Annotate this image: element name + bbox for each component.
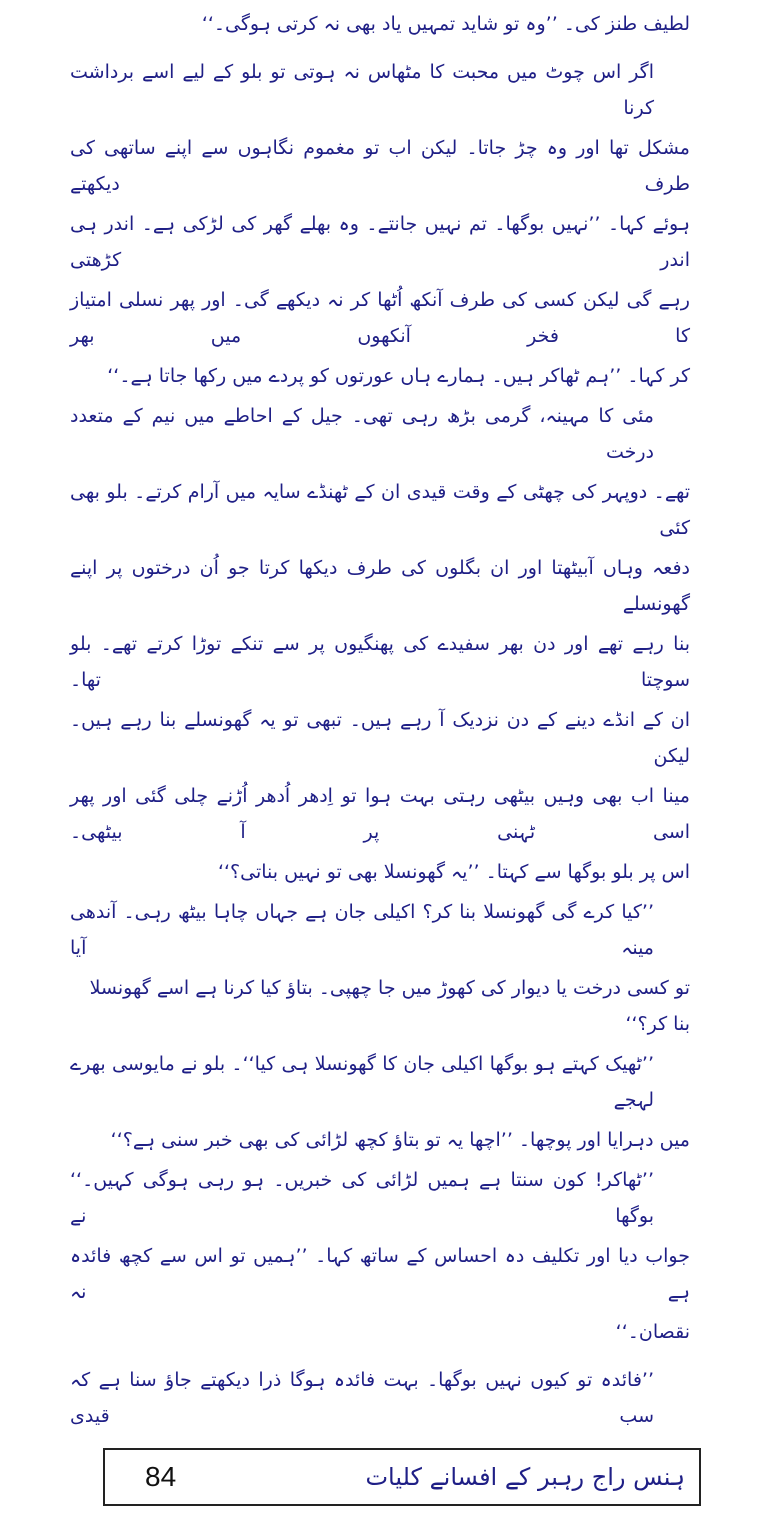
text-line: ان کے انڈے دینے کے دن نزدیک آ رہے ہیں۔ تبھی تو یہ گھونسلے بنا رہے ہیں۔ لیکن xyxy=(70,709,690,767)
text-line: مینا اب بھی وہیں بیٹھی رہتی بہت ہوا تو اِدھر اُدھر اُڑنے چلی گئی اور پھر اسی ٹہنی پر آ بیٹھی۔ xyxy=(70,785,690,843)
text-line: جواب دیا اور تکلیف دہ احساس کے ساتھ کہا۔ ’’ہمیں تو اس سے کچھ فائدہ ہے نہ xyxy=(70,1245,690,1303)
text-line: ہوئے کہا۔ ’’نہیں بوگھا۔ تم نہیں جانتے۔ وہ بھلے گھر کی لڑکی ہے۔ اندر ہی اندر کڑھتی xyxy=(70,213,690,271)
page-number: 84 xyxy=(145,1461,177,1492)
text-line: مشکل تھا اور وہ چڑ جاتا۔ لیکن اب تو مغموم نگاہوں سے اپنے ساتھی کی طرف دیکھتے xyxy=(70,137,690,195)
text-line: اگر اس چوٹ میں محبت کا مٹھاس نہ ہوتی تو بلو کے لیے اسے برداشت کرنا xyxy=(70,61,654,119)
book-title: ہنس راج رہبر کے افسانے کلیات xyxy=(365,1463,685,1491)
text-line: ’’فائدہ تو کیوں نہیں بوگھا۔ بہت فائدہ ہوگا ذرا دیکھتے جاؤ سنا ہے کہ سب قیدی xyxy=(70,1369,654,1427)
text-line: رہے گی لیکن کسی کی طرف آنکھ اُٹھا کر نہ دیکھے گی۔ اور پھر نسلی امتیاز کا فخر آنکھوں میں بھر xyxy=(70,289,690,347)
text-line: کر کہا۔ ’’ہم ٹھاکر ہیں۔ ہمارے ہاں عورتوں کو پردے میں رکھا جاتا ہے۔‘‘ xyxy=(107,365,690,387)
text-line: لطیف طنز کی۔ ’’وہ تو شاید تمہیں یاد بھی نہ کرتی ہوگی۔‘‘ xyxy=(201,13,690,35)
text-line: نقصان۔‘‘ xyxy=(615,1321,690,1343)
text-line: تھے۔ دوپہر کی چھٹی کے وقت قیدی ان کے ٹھنڈے سایہ میں آرام کرتے۔ بلو بھی کئی xyxy=(70,481,690,539)
text-line: بنا رہے تھے اور دن بھر سفیدے کی پھنگیوں پر سے تنکے توڑا کرتے تھے۔ بلو سوچتا تھا۔ xyxy=(70,633,690,691)
text-line: دفعہ وہاں آبیٹھتا اور ان بگلوں کی طرف دیکھا کرتا جو اُن درختوں پر اپنے گھونسلے xyxy=(70,557,690,615)
text-line: مئی کا مہینہ، گرمی بڑھ رہی تھی۔ جیل کے احاطے میں نیم کے متعدد درخت xyxy=(70,405,654,463)
text-line: ’’ٹھاکر! کون سنتا ہے ہمیں لڑائی کی خبریں۔ ہو رہی ہوگی کہیں۔‘‘ بوگھا نے xyxy=(70,1169,654,1227)
text-line: ’’ٹھیک کہتے ہو بوگھا اکیلی جان کا گھونسلا ہی کیا‘‘۔ بلو نے مایوسی بھرے لہجے xyxy=(70,1053,654,1111)
text-line: اس پر بلو بوگھا سے کہتا۔ ’’یہ گھونسلا بھی تو نہیں بناتی؟‘‘ xyxy=(217,861,690,883)
text-line: میں دہرایا اور پوچھا۔ ’’اچھا یہ تو بتاؤ کچھ لڑائی کی بھی خبر سنی ہے؟‘‘ xyxy=(110,1129,690,1151)
text-line: تو کسی درخت یا دیوار کی کھوڑ میں جا چھپی۔ بتاؤ کیا کرنا ہے اسے گھونسلا بنا کر؟‘‘ xyxy=(89,977,690,1035)
page-footer xyxy=(103,1448,701,1506)
text-line: ’’کیا کرے گی گھونسلا بنا کر؟ اکیلی جان ہے جہاں چاہا بیٹھ رہی۔ آندھی مینہ آیا xyxy=(70,901,654,959)
